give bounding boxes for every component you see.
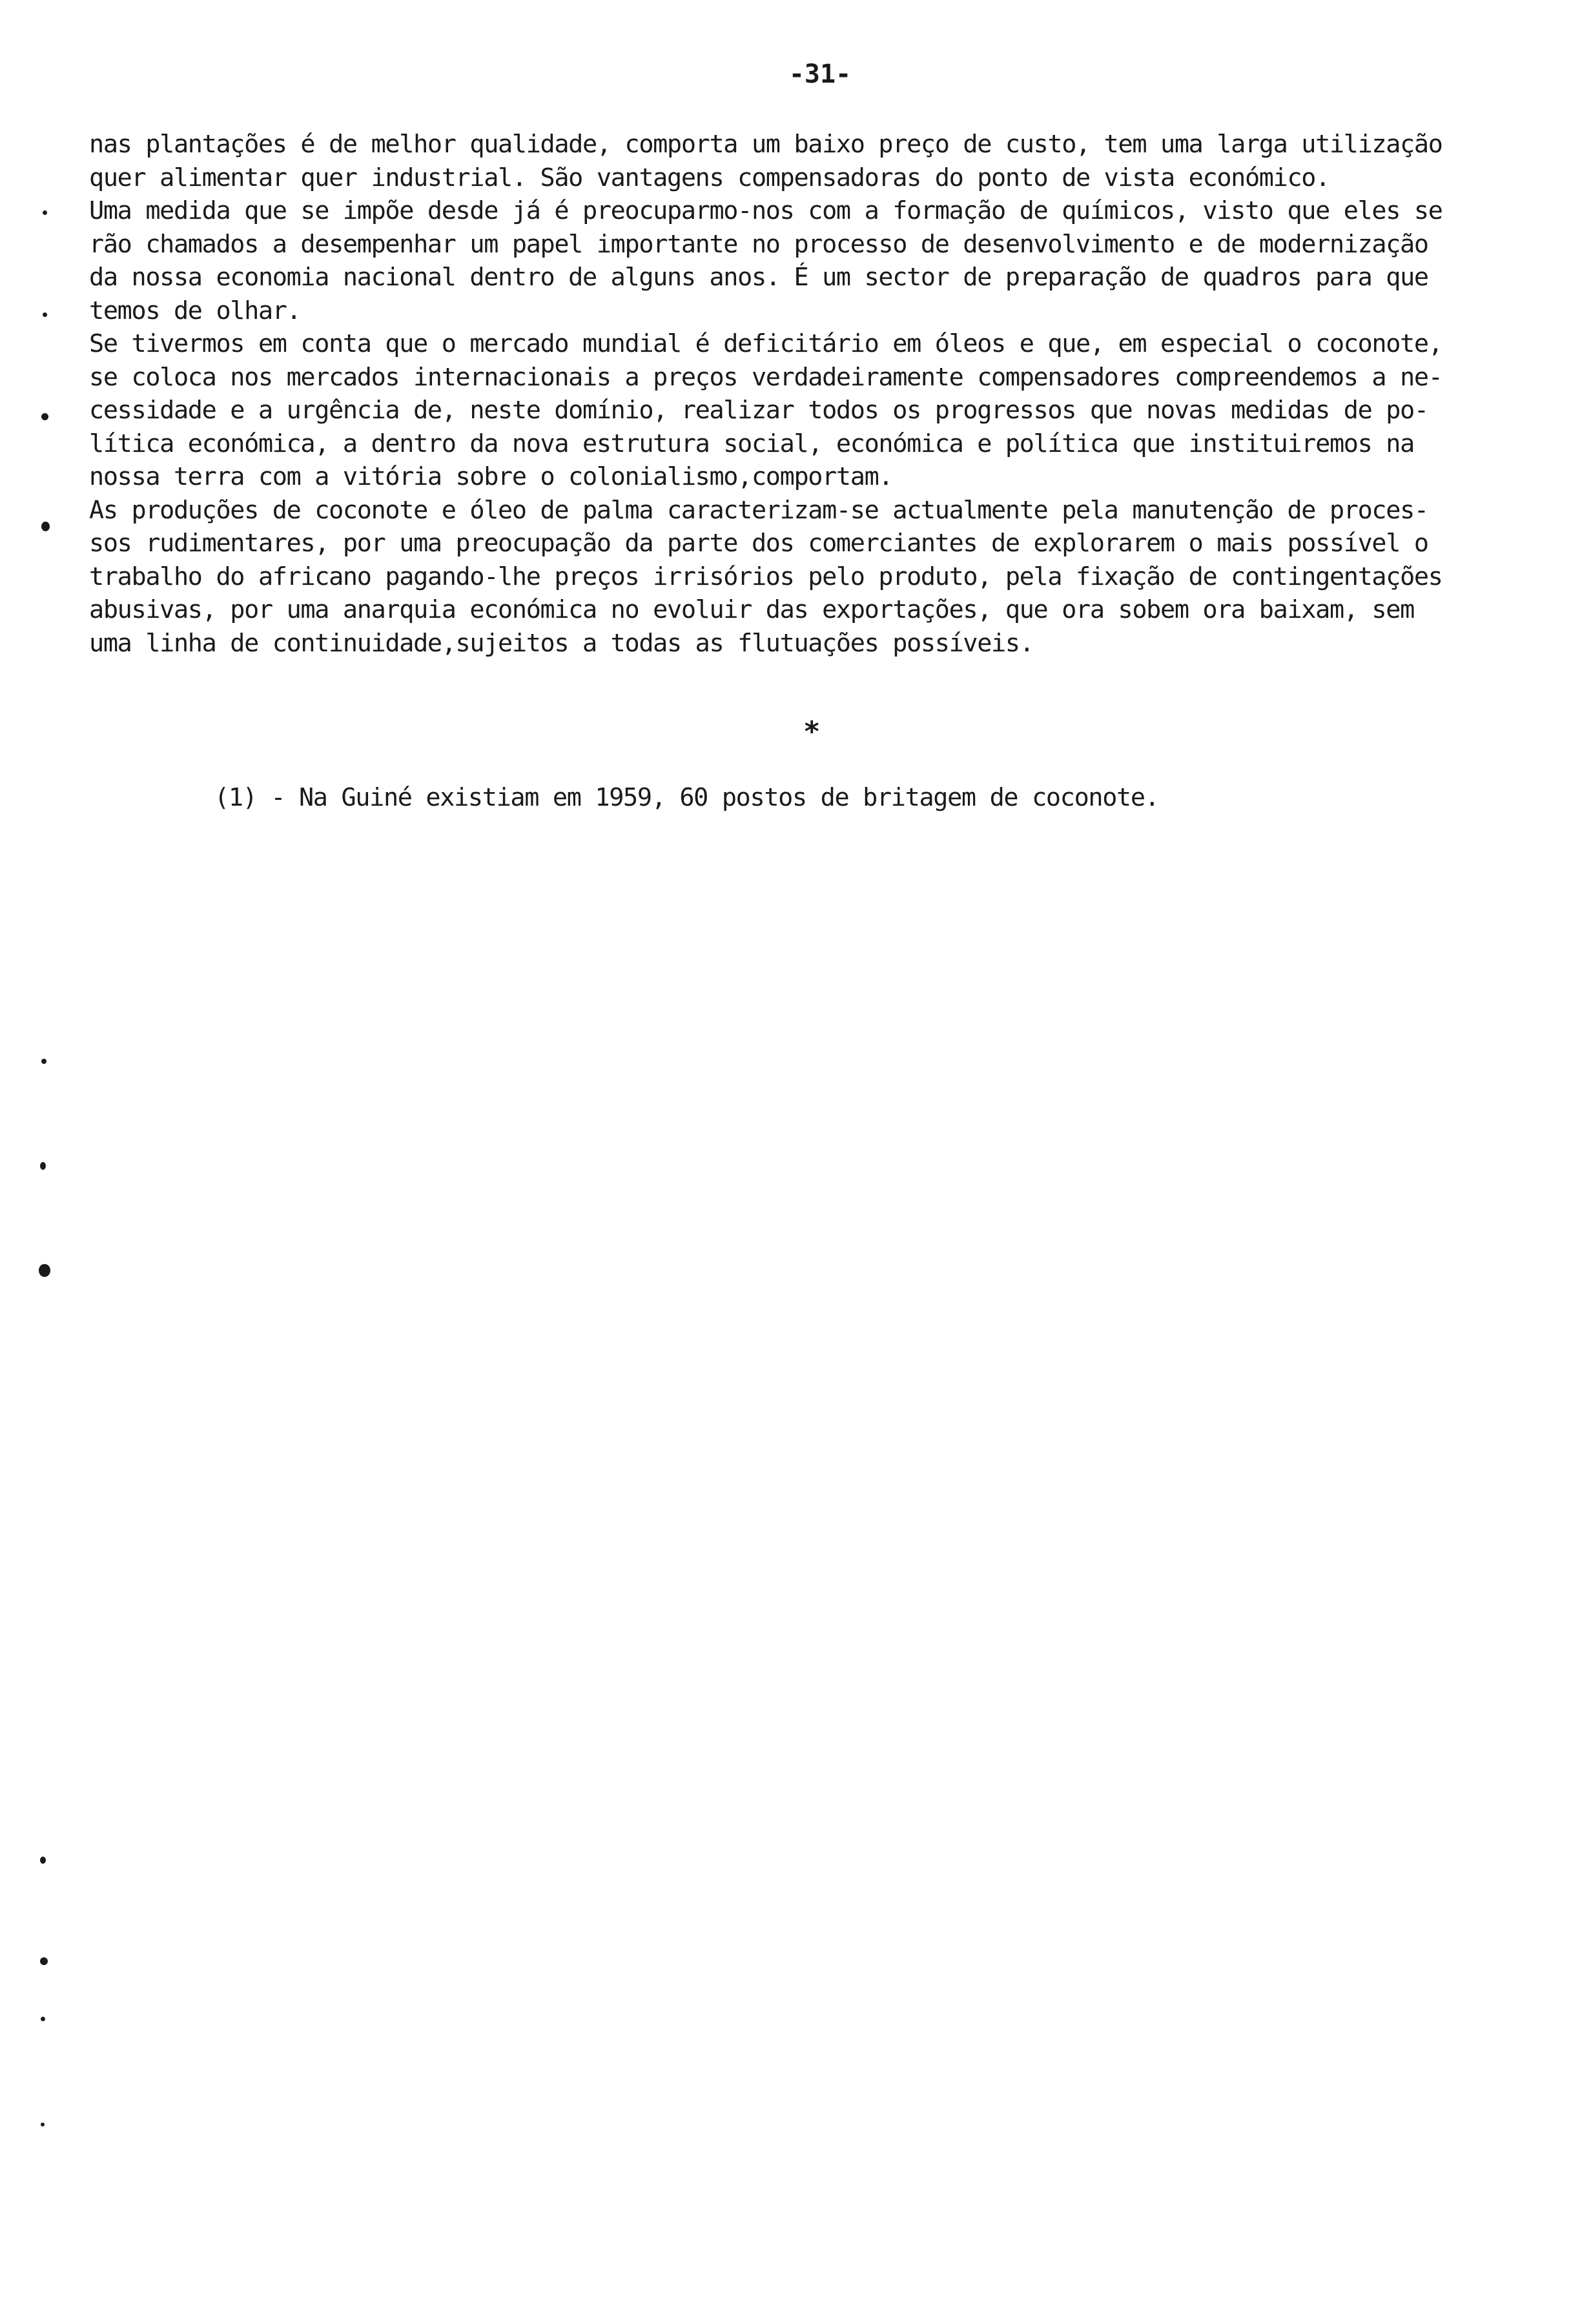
body-line: abusivas, por uma anarquia económica no evoluir das exportações, que ora sobem ora baixam, sem	[89, 595, 1414, 624]
margin-speck	[39, 1264, 50, 1277]
body-line: Uma medida que se impõe desde já é preocuparmo-nos com a formação de químicos, visto que eles se	[89, 196, 1442, 225]
margin-speck	[41, 2017, 45, 2021]
body-line: se coloca nos mercados internacionais a preços verdadeiramente compensadores compreendemos a ne-	[89, 362, 1442, 392]
footnote: (1) - Na Guiné existiam em 1959, 60 postos de britagem de coconote.	[214, 783, 1159, 812]
body-line: temos de olhar.	[89, 296, 301, 325]
margin-speck	[40, 1957, 48, 1965]
body-line: rão chamados a desempenhar um papel importante no processo de desenvolvimento e de modernização	[89, 229, 1428, 259]
body-line: Se tivermos em conta que o mercado mundial é deficitário em óleos e que, em especial o coconote,	[89, 329, 1442, 358]
body-line: sos rudimentares, por uma preocupação da parte dos comerciantes de explorarem o mais possível o	[89, 529, 1428, 558]
margin-speck	[41, 413, 48, 420]
body-line: nossa terra com a vitória sobre o colonialismo,comportam.	[89, 462, 893, 491]
body-line: trabalho do africano pagando-lhe preços irrisórios pelo produto, pela fixação de contingentações	[89, 562, 1442, 591]
section-separator: *	[803, 715, 821, 748]
body-line: quer alimentar quer industrial. São vantagens compensadoras do ponto de vista económico.	[89, 163, 1329, 192]
margin-speck	[43, 210, 47, 215]
body-line: da nossa economia nacional dentro de alguns anos. É um sector de preparação de quadros para que	[89, 263, 1428, 292]
margin-speck	[41, 522, 50, 531]
body-line: As produções de coconote e óleo de palma caracterizam-se actualmente pela manutenção de proces-	[89, 495, 1428, 525]
margin-speck	[41, 1059, 46, 1064]
margin-speck	[41, 2123, 45, 2126]
body-line: lítica económica, a dentro da nova estrutura social, económica e política que instituiremos na	[89, 429, 1414, 458]
body-line: nas plantações é de melhor qualidade, comporta um baixo preço de custo, tem uma larga utilização	[89, 130, 1442, 159]
margin-speck	[40, 1162, 46, 1170]
body-line: uma linha de continuidade,sujeitos a todas as flutuações possíveis.	[89, 628, 1034, 658]
body-text	[89, 128, 1561, 660]
margin-speck	[40, 1857, 46, 1864]
margin-speck	[43, 312, 47, 317]
page-number: -31-	[788, 59, 852, 89]
body-line: cessidade e a urgência de, neste domínio, realizar todos os progressos que novas medidas de po-	[89, 396, 1428, 425]
